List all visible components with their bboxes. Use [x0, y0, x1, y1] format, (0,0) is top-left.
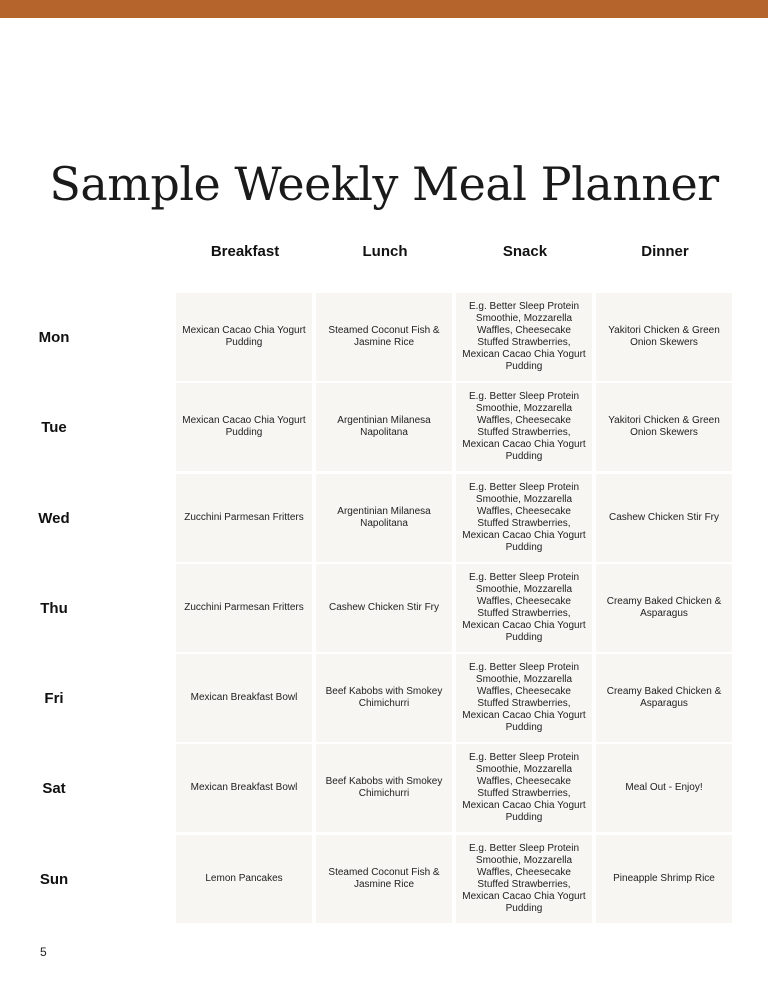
- meal-text: E.g. Better Sleep Protein Smoothie, Mozzarella Waffles, Cheesecake Stuffed Strawberries, Mexican Cacao Chia Yogurt Pudding: [462, 301, 586, 372]
- meal-cell-snack: [456, 654, 592, 742]
- meal-cell-lunch: [316, 654, 452, 742]
- meal-text: Beef Kabobs with Smokey Chimichurri: [325, 686, 443, 710]
- meal-text: Creamy Baked Chicken & Asparagus: [606, 595, 722, 619]
- meal-cell-dinner: [596, 654, 732, 742]
- meal-text: Creamy Baked Chicken & Asparagus: [606, 686, 722, 710]
- meal-text: E.g. Better Sleep Protein Smoothie, Mozzarella Waffles, Cheesecake Stuffed Strawberries, Mexican Cacao Chia Yogurt Pudding: [462, 662, 586, 734]
- meal-cell-dinner: [596, 835, 732, 923]
- day-label: Sun: [39, 870, 69, 888]
- page-title: Sample Weekly Meal Planner: [49, 156, 719, 211]
- meal-text: Meal Out - Enjoy!: [625, 782, 703, 794]
- meal-text: Zucchini Parmesan Fritters: [184, 511, 304, 523]
- meal-text: Pineapple Shrimp Rice: [613, 872, 715, 884]
- meal-cell-snack: [456, 474, 592, 562]
- meal-text: Zucchini Parmesan Fritters: [184, 601, 304, 613]
- meal-cell-dinner: [596, 564, 732, 652]
- meal-cell-breakfast: [176, 654, 312, 742]
- meal-cell-breakfast: [176, 293, 312, 381]
- meal-text: E.g. Better Sleep Protein Smoothie, Mozzarella Waffles, Cheesecake Stuffed Strawberries, Mexican Cacao Chia Yogurt Pudding: [462, 571, 586, 643]
- meal-text: Beef Kabobs with Smokey Chimichurri: [325, 776, 443, 800]
- day-label: Sat: [42, 780, 66, 798]
- column-header-breakfast: Breakfast: [210, 243, 280, 260]
- meal-cell-lunch: [316, 564, 452, 652]
- meal-row-sat: [42, 744, 736, 832]
- top-accent-bar: [0, 0, 768, 18]
- meal-row-tue: [41, 383, 736, 471]
- meal-row-sun: [39, 835, 736, 923]
- meal-cell-dinner: [596, 474, 732, 562]
- column-headers: [176, 243, 736, 263]
- meal-text: Argentinian Milanesa Napolitana: [337, 415, 431, 439]
- meal-cell-dinner: [596, 383, 732, 471]
- meal-cell-breakfast: [176, 744, 312, 832]
- meal-cell-lunch: [316, 474, 452, 562]
- meal-cell-dinner: [596, 744, 732, 832]
- meal-text: Yakitori Chicken & Green Onion Skewers: [608, 415, 720, 439]
- meal-text: Lemon Pancakes: [205, 872, 283, 884]
- meal-row-fri: [44, 654, 736, 742]
- meal-row-thu: [40, 564, 736, 652]
- meal-cell-snack: [456, 744, 592, 832]
- meal-cell-breakfast: [176, 835, 312, 923]
- meal-text: Steamed Coconut Fish & Jasmine Rice: [328, 325, 440, 348]
- meal-text: E.g. Better Sleep Protein Smoothie, Mozzarella Waffles, Cheesecake Stuffed Strawberries, Mexican Cacao Chia Yogurt Pudding: [462, 391, 586, 463]
- meal-text: E.g. Better Sleep Protein Smoothie, Mozzarella Waffles, Cheesecake Stuffed Strawberries, Mexican Cacao Chia Yogurt Pudding: [462, 752, 586, 824]
- meal-cell-dinner: [596, 293, 732, 381]
- meal-text: E.g. Better Sleep Protein Smoothie, Mozzarella Waffles, Cheesecake Stuffed Strawberries, Mexican Cacao Chia Yogurt Pudding: [462, 842, 586, 914]
- meal-text: Mexican Breakfast Bowl: [190, 782, 298, 794]
- meal-text: Argentinian Milanesa Napolitana: [337, 505, 431, 529]
- day-label: Thu: [40, 599, 68, 617]
- meal-cell-snack: [456, 383, 592, 471]
- meal-text: Cashew Chicken Stir Fry: [608, 511, 720, 523]
- meal-text: Cashew Chicken Stir Fry: [328, 601, 440, 613]
- meal-text: Yakitori Chicken & Green Onion Skewers: [608, 325, 720, 348]
- meal-cell-breakfast: [176, 564, 312, 652]
- day-label: Wed: [38, 509, 70, 527]
- meal-row-wed: [38, 474, 736, 562]
- meal-cell-lunch: [316, 383, 452, 471]
- column-header-dinner: Dinner: [641, 243, 689, 260]
- day-label: Mon: [38, 329, 70, 346]
- meal-cell-lunch: [316, 293, 452, 381]
- meal-grid: [38, 293, 736, 925]
- meal-text: Mexican Cacao Chia Yogurt Pudding: [182, 325, 306, 348]
- meal-cell-lunch: [316, 744, 452, 832]
- day-label: Fri: [44, 690, 64, 708]
- meal-cell-breakfast: [176, 383, 312, 471]
- meal-row-mon: [38, 293, 736, 381]
- column-header-lunch: Lunch: [362, 243, 408, 260]
- meal-cell-snack: [456, 293, 592, 381]
- meal-cell-snack: [456, 564, 592, 652]
- meal-cell-lunch: [316, 835, 452, 923]
- column-header-snack: Snack: [502, 243, 548, 260]
- meal-text: E.g. Better Sleep Protein Smoothie, Mozzarella Waffles, Cheesecake Stuffed Strawberries, Mexican Cacao Chia Yogurt Pudding: [462, 481, 586, 553]
- day-label: Tue: [41, 419, 67, 437]
- meal-text: Steamed Coconut Fish & Jasmine Rice: [328, 866, 440, 890]
- meal-cell-breakfast: [176, 474, 312, 562]
- page-number: 5: [40, 945, 47, 959]
- meal-text: Mexican Cacao Chia Yogurt Pudding: [182, 415, 306, 439]
- meal-text: Mexican Breakfast Bowl: [190, 692, 298, 704]
- meal-cell-snack: [456, 835, 592, 923]
